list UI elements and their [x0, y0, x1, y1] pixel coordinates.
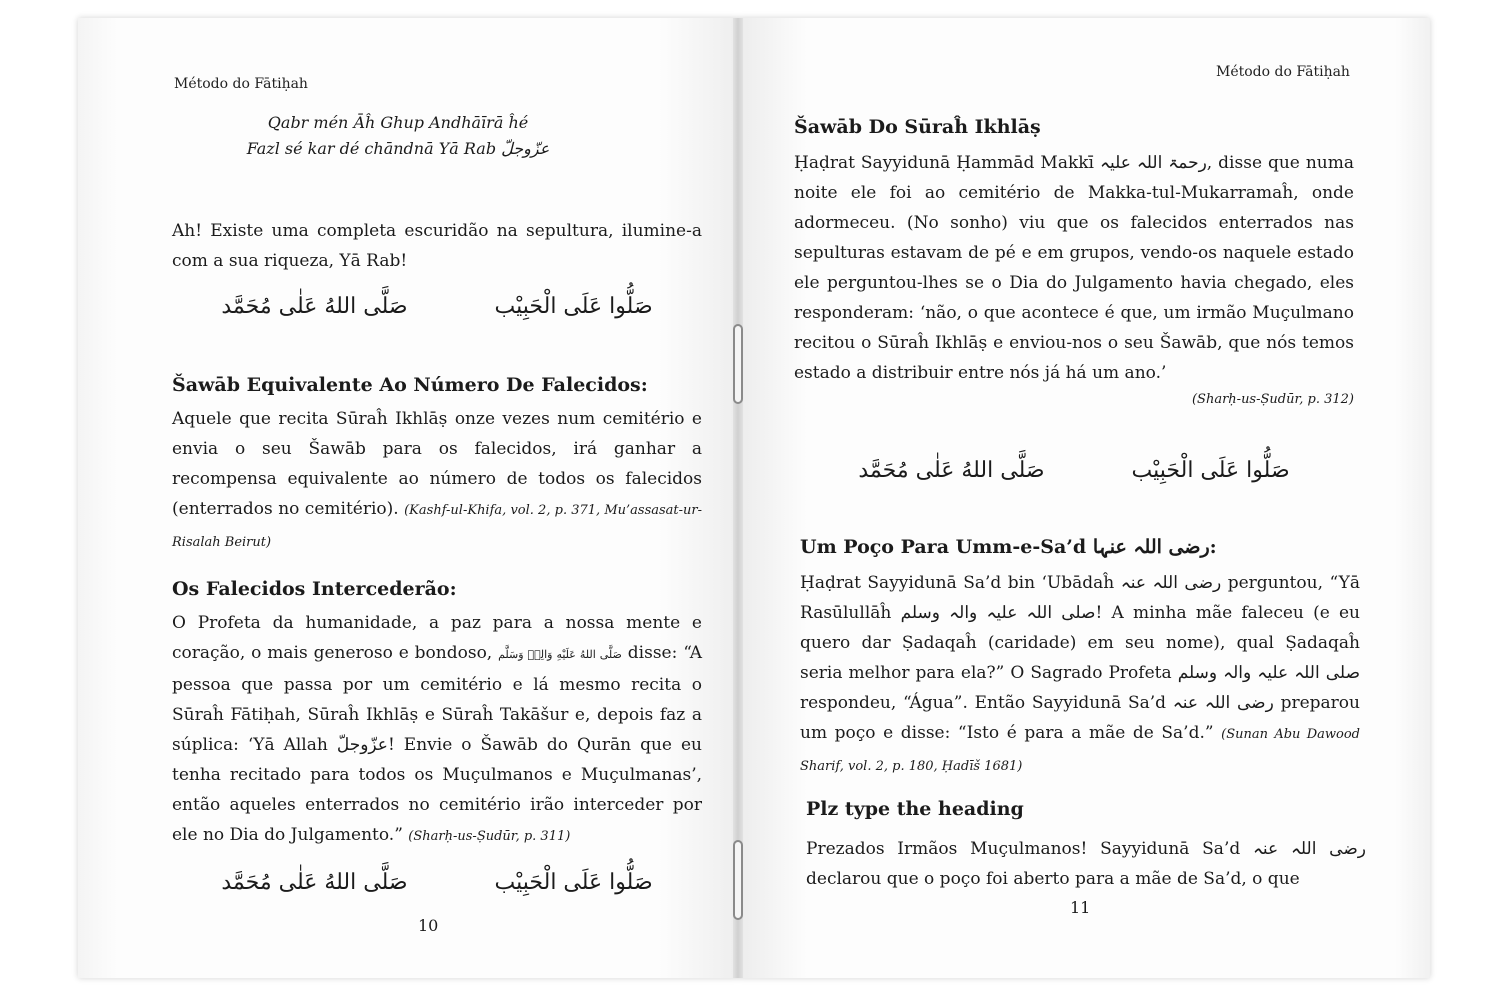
salutation — [794, 458, 1354, 483]
section-paragraph — [800, 568, 1360, 782]
salutation — [172, 870, 702, 895]
section-heading: Šawāb Do Sūraĥ Ikhlāṣ — [794, 116, 1041, 138]
section-body — [172, 404, 702, 558]
reference-citation: (Kashf-ul-Khifa, vol. 2, p. 371, Mu’assasat-ur-Risalah Beirut) — [172, 503, 703, 550]
salutation — [172, 294, 702, 319]
running-header: Método do Fātiḥah — [174, 76, 308, 92]
page-number: 11 — [1070, 898, 1091, 917]
section-body — [800, 568, 1360, 782]
arabic-honorific: صَلَّى اللهُ عَلَيْهِ وَالِهٖ وَسَلَّم — [498, 648, 622, 661]
running-header: Método do Fātiḥah — [1216, 64, 1350, 80]
paragraph-text: disse: “A pessoa que passa por um cemitério e lá mesmo recita o Sūraĥ Fātiḥah, Sūraĥ Ikhlāṣ e Sūraĥ Takāšur e, depois faz a súplica: ‘Yā Allah عزّوجلّ! Envie o Šawāb do Qurān que eu tenha recitado para todos os Muçulmanos e Muçulmanas’, então aqueles enterrados no cemitério irão interceder por ele no Dia do Julgamento.” — [172, 643, 702, 845]
salutation-line: صَلُّوا عَلَى الْحَبِيْب — [1131, 458, 1290, 483]
section-heading: Plz type the heading — [806, 798, 1024, 820]
section-paragraph: Prezados Irmãos Muçulmanos! Sayyidunā Sa’d رضی اللہ عنہ declarou que o poço foi aberto para a mãe de Sa’d, o que — [806, 839, 1366, 889]
paragraph-text: O Profeta da humanidade, a paz para a nossa mente e coração, o mais generoso e bondoso, — [172, 613, 702, 663]
section-heading: Os Falecidos Intercederão: — [172, 578, 457, 600]
salutation-line: صَلَّى اللهُ عَلٰى مُحَمَّد — [858, 458, 1045, 483]
intro-paragraph: Ah! Existe uma completa escuridão na sepultura, ilumine-a com a sua riqueza, Yā Rab! — [172, 221, 702, 271]
salutation-line: صَلُّوا عَلَى الْحَبِيْب — [494, 294, 653, 319]
paragraph-text: Aquele que recita Sūraĥ Ikhlāṣ onze vezes num cemitério e envia o seu Šawāb para os falecidos, irá ganhar a recompensa equivalente ao número de todos os falecidos (enterrados no cemitério). — [172, 409, 702, 519]
open-booklet — [78, 18, 1430, 990]
section-body — [172, 608, 702, 852]
section-paragraph — [172, 404, 702, 558]
section-body — [794, 148, 1354, 407]
section-heading: Um Poço Para Umm-e-Sa’d رضی اللہ عنہا: — [800, 536, 1217, 558]
section-heading: Šawāb Equivalente Ao Número De Falecidos: — [172, 374, 648, 396]
section-body — [806, 834, 1366, 894]
reference-citation: (Sharḥ-us-Ṣudūr, p. 311) — [408, 829, 571, 844]
salutation-line: صَلُّوا عَلَى الْحَبِيْب — [494, 870, 653, 895]
paragraph-text: Ḥaḍrat Sayyidunā Sa’d bin ‘Ubādaĥ رضی اللہ عنہ perguntou, “Yā Rasūlullāĥ صلی اللہ علیہ والہ وسلم! A minha mãe faleceu (e eu quero dar Ṣadaqaĥ (caridade) em seu nome), qual Ṣadaqaĥ seria melhor para ela?” O Sagrado Profeta صلی اللہ علیہ والہ وسلم respondeu, “Água”. Então Sayyidunā Sa’d رضی اللہ عنہ preparou um poço e disse: “Isto é para a mãe de Sa’d.” — [800, 573, 1360, 743]
poem-line: Qabr mén Āĥ Ghup Andhāīrā ĥé — [267, 113, 529, 132]
section-paragraph — [172, 608, 702, 852]
book-spine — [733, 18, 743, 978]
reference-citation: (Sunan Abu Dawood Sharif, vol. 2, p. 180, Ḥadīš 1681) — [800, 727, 1360, 774]
staple — [733, 324, 743, 404]
reference-citation: (Sharḥ-us-Ṣudūr, p. 312) — [1191, 392, 1354, 407]
staple — [733, 840, 743, 920]
poem-couplet — [228, 110, 568, 162]
section-paragraph: Ḥaḍrat Sayyidunā Ḥammād Makkī رحمۃ اللہ علیہ, disse que numa noite ele foi ao cemitério de Makka-tul-Mukarramaĥ, onde adormeceu. (No sonho) viu que os falecidos enterrados nas sepulturas estavam de pé e em grupos, vendo-os naquele estado ele perguntou-lhes se o Dia do Julgamento havia chegado, eles responderam: ‘não, o que acontece é que, um irmão Muçulmano recitou o Sūraĥ Ikhlāṣ e enviou-nos o seu Šawāb, que nós temos estado a distribuir entre nós já há um ano.’ — [794, 153, 1354, 383]
salutation-line: صَلَّى اللهُ عَلٰى مُحَمَّد — [221, 294, 408, 319]
page-number: 10 — [418, 916, 439, 935]
left-page — [78, 18, 738, 978]
salutation-line: صَلَّى اللهُ عَلٰى مُحَمَّد — [221, 870, 408, 895]
poem-line: Fazl sé kar dé chāndnā Yā Rab عزّوجلّ — [246, 139, 550, 158]
right-page — [738, 18, 1430, 978]
